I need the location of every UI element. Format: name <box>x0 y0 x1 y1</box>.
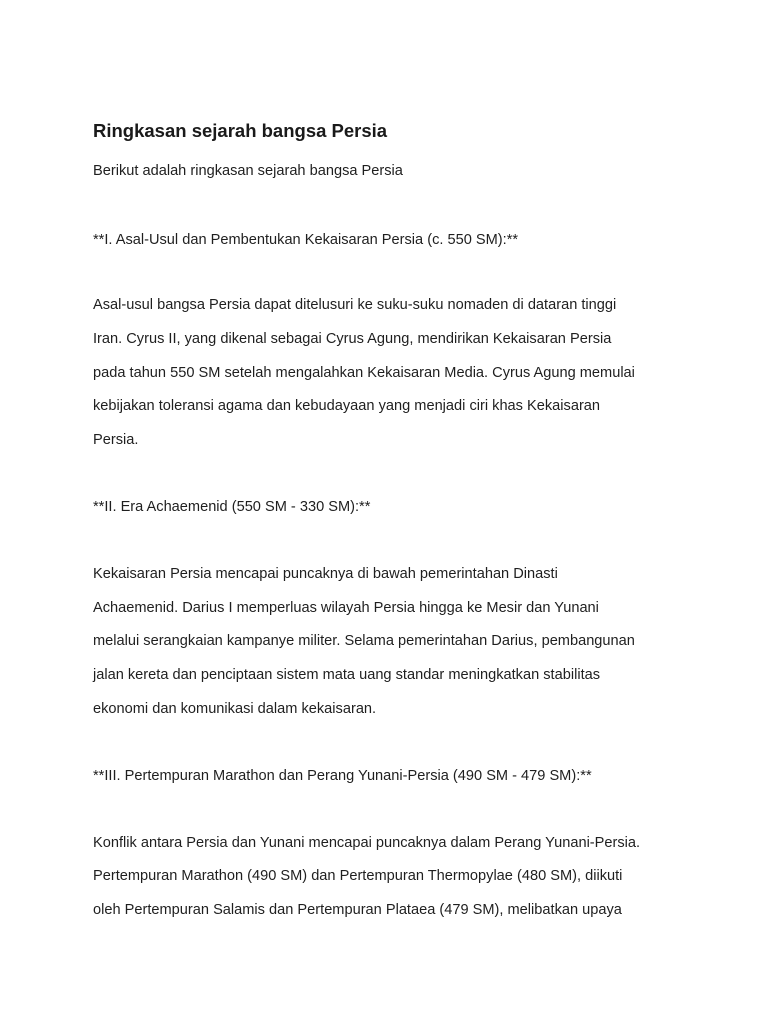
section1-line: kebijakan toleransi agama dan kebudayaan yang menjadi ciri khas Kekaisaran <box>93 398 601 414</box>
section3-line: oleh Pertempuran Salamis dan Pertempuran Plataea (479 SM), melibatkan upaya <box>93 902 622 918</box>
section3-heading: **III. Pertempuran Marathon dan Perang Yunani-Persia (490 SM - 479 SM):** <box>93 768 592 784</box>
section3-line: Pertempuran Marathon (490 SM) dan Pertempuran Thermopylae (480 SM), diikuti <box>93 868 623 884</box>
intro-text: Berikut adalah ringkasan sejarah bangsa Persia <box>93 163 403 179</box>
section2-line: Achaemenid. Darius I memperluas wilayah Persia hingga ke Mesir dan Yunani <box>93 600 599 616</box>
section1-line: Asal-usul bangsa Persia dapat ditelusuri ke suku-suku nomaden di dataran tinggi <box>93 297 617 313</box>
section3-line: Konflik antara Persia dan Yunani mencapai puncaknya dalam Perang Yunani-Persia. <box>93 835 641 851</box>
section1-line: Iran. Cyrus II, yang dikenal sebagai Cyrus Agung, mendirikan Kekaisaran Persia <box>93 331 612 347</box>
section1-line: pada tahun 550 SM setelah mengalahkan Kekaisaran Media. Cyrus Agung memulai <box>93 365 635 381</box>
document-title: Ringkasan sejarah bangsa Persia <box>93 120 388 141</box>
section2-line: ekonomi dan komunikasi dalam kekaisaran. <box>93 701 377 717</box>
section2-line: Kekaisaran Persia mencapai puncaknya di bawah pemerintahan Dinasti <box>93 566 558 582</box>
section2-line: melalui serangkaian kampanye militer. Selama pemerintahan Darius, pembangunan <box>93 633 635 649</box>
section1-heading: **I. Asal-Usul dan Pembentukan Kekaisaran Persia (c. 550 SM):** <box>93 232 519 248</box>
section2-heading: **II. Era Achaemenid (550 SM - 330 SM):** <box>93 499 371 515</box>
section2-line: jalan kereta dan penciptaan sistem mata uang standar meningkatkan stabilitas <box>93 667 601 683</box>
section1-line: Persia. <box>93 432 139 448</box>
